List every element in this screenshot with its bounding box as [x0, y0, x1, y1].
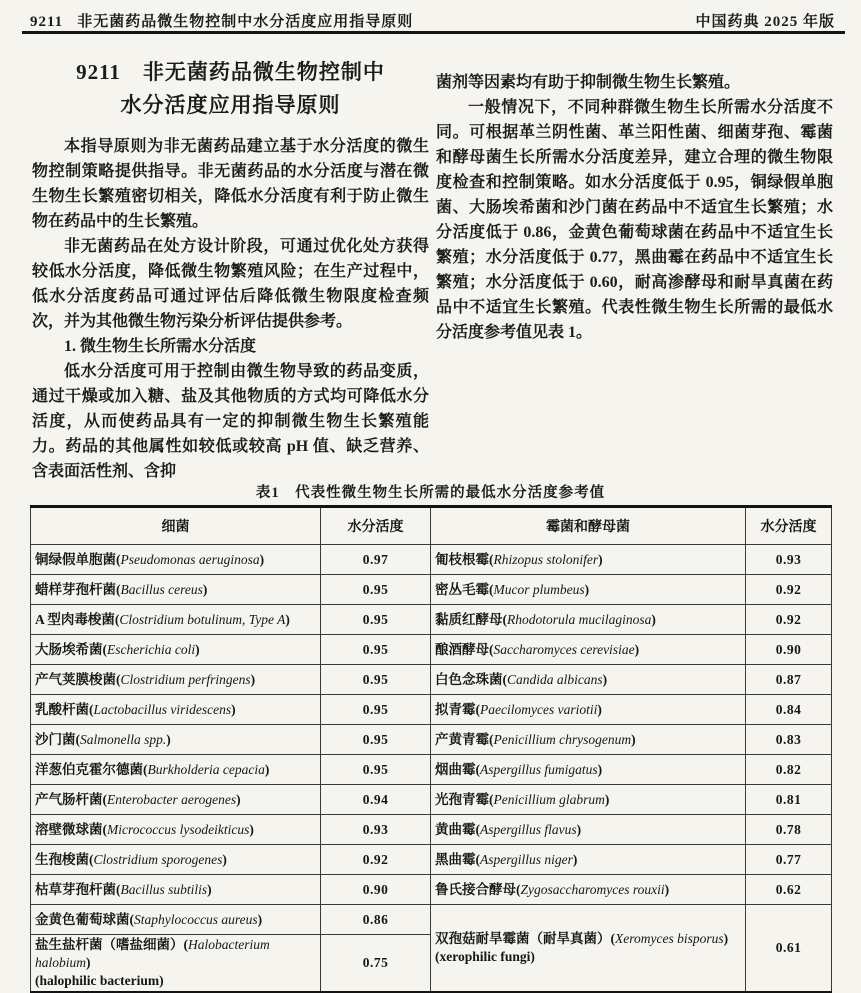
- organism-name-cell: 生孢梭菌(Clostridium sporogenes): [31, 845, 321, 875]
- organism-name-cell: 黑曲霉(Aspergillus niger): [431, 845, 746, 875]
- organism-name-cell: 黄曲霉(Aspergillus flavus): [431, 815, 746, 845]
- organism-name-cell: 白色念珠菌(Candida albicans): [431, 665, 746, 695]
- running-head: [30, 10, 835, 31]
- water-activity-value-cell: 0.95: [321, 575, 431, 605]
- running-head-title: 非无菌药品微生物控制中水分活度应用指导原则: [77, 14, 414, 30]
- table-row: [31, 695, 832, 725]
- organism-name-cell: 密丛毛霉(Mucor plumbeus): [431, 575, 746, 605]
- table-row: [31, 665, 832, 695]
- document-title-line1: 9211 非无菌药品微生物控制中: [76, 60, 385, 84]
- table-row: [31, 545, 832, 575]
- document-title-line2: 水分活度应用指导原则: [120, 93, 341, 117]
- organism-name-cell: 乳酸杆菌(Lactobacillus viridescens): [31, 695, 321, 725]
- organism-name-cell: 溶壁微球菌(Micrococcus lysodeikticus): [31, 815, 321, 845]
- water-activity-value-cell: 0.75: [321, 935, 431, 993]
- organism-name-cell: 黏质红酵母(Rhodotorula mucilaginosa): [431, 605, 746, 635]
- water-activity-value-cell: 0.90: [746, 635, 832, 665]
- water-activity-value-cell: 0.95: [321, 605, 431, 635]
- table-row: [31, 605, 832, 635]
- document-title: [32, 56, 429, 122]
- right-column: [436, 70, 833, 345]
- water-activity-value-cell: 0.95: [321, 635, 431, 665]
- water-activity-value-cell: 0.92: [746, 575, 832, 605]
- organism-name-cell: 洋葱伯克霍尔德菌(Burkholderia cepacia): [31, 755, 321, 785]
- header-rule: [22, 31, 845, 34]
- water-activity-table-wrap: [30, 505, 831, 993]
- header-water-activity-1: 水分活度: [321, 507, 431, 545]
- running-head-left: [30, 10, 413, 31]
- water-activity-value-cell: 0.83: [746, 725, 832, 755]
- organism-name-cell: 烟曲霉(Aspergillus fumigatus): [431, 755, 746, 785]
- organism-name-cell: 大肠埃希菌(Escherichia coli): [31, 635, 321, 665]
- table-row: [31, 905, 832, 935]
- header-bacteria: 细菌: [31, 507, 321, 545]
- water-activity-value-cell: 0.78: [746, 815, 832, 845]
- organism-name-cell: 匍枝根霉(Rhizopus stolonifer): [431, 545, 746, 575]
- organism-name-cell: 蜡样芽孢杆菌(Bacillus cereus): [31, 575, 321, 605]
- organism-name-cell: 铜绿假单胞菌(Pseudomonas aeruginosa): [31, 545, 321, 575]
- paragraph-1: 本指导原则为非无菌药品建立基于水分活度的微生物控制策略提供指导。非无菌药品的水分活度与潜在微生物生长繁殖密切相关，降低水分活度有利于防止微生物在药品中的生长繁殖。: [32, 138, 429, 230]
- organism-name-cell: 产气荚膜梭菌(Clostridium perfringens): [31, 665, 321, 695]
- table-row: [31, 635, 832, 665]
- water-activity-value-cell: 0.97: [321, 545, 431, 575]
- organism-name-cell: 拟青霉(Paecilomyces variotii): [431, 695, 746, 725]
- header-water-activity-2: 水分活度: [746, 507, 832, 545]
- water-activity-value-cell: 0.93: [746, 545, 832, 575]
- organism-name-cell: 产黄青霉(Penicillium chrysogenum): [431, 725, 746, 755]
- water-activity-value-cell: 0.92: [321, 845, 431, 875]
- paragraph-3-continuation: 菌剂等因素均有助于抑制微生物生长繁殖。: [436, 74, 741, 91]
- organism-name-cell: 酿酒酵母(Saccharomyces cerevisiae): [431, 635, 746, 665]
- organism-name-cell: A 型肉毒梭菌(Clostridium botulinum, Type A): [31, 605, 321, 635]
- section-1-heading: 1. 微生物生长所需水分活度: [64, 338, 257, 355]
- water-activity-value-cell: 0.90: [321, 875, 431, 905]
- water-activity-value-cell: 0.81: [746, 785, 832, 815]
- header-fungi: 霉菌和酵母菌: [431, 507, 746, 545]
- paragraph-2: 非无菌药品在处方设计阶段，可通过优化处方获得较低水分活度，降低微生物繁殖风险；在生产过程中，低水分活度药品可通过评估后降低微生物限度检查频次，并为其他微生物污染分析评估提供参考。: [32, 238, 429, 330]
- organism-name-cell: 金黄色葡萄球菌(Staphylococcus aureus): [31, 905, 321, 935]
- organism-name-cell: 双孢菇耐旱霉菌（耐旱真菌）(Xeromyces bisporus) (xerophilic fungi): [431, 905, 746, 993]
- water-activity-value-cell: 0.84: [746, 695, 832, 725]
- water-activity-value-cell: 0.93: [321, 815, 431, 845]
- table-row: [31, 785, 832, 815]
- water-activity-table: [30, 505, 832, 993]
- water-activity-value-cell: 0.95: [321, 755, 431, 785]
- table-caption: 表1 代表性微生物生长所需的最低水分活度参考值: [255, 485, 606, 501]
- paragraph-3-left: 低水分活度可用于控制由微生物导致的药品变质，通过干燥或加入糖、盐及其他物质的方式均可降低水分活度，从而使药品具有一定的抑制微生物生长繁殖能力。药品的其他属性如较低或较高 pH 值、缺乏营养、含表面活性剂、含抑: [32, 363, 429, 480]
- water-activity-value-cell: 0.82: [746, 755, 832, 785]
- organism-name-cell: 光孢青霉(Penicillium glabrum): [431, 785, 746, 815]
- table-row: [31, 575, 832, 605]
- left-column: [32, 48, 429, 484]
- water-activity-value-cell: 0.86: [321, 905, 431, 935]
- water-activity-value-cell: 0.77: [746, 845, 832, 875]
- water-activity-value-cell: 0.87: [746, 665, 832, 695]
- organism-name-cell: 枯草芽孢杆菌(Bacillus subtilis): [31, 875, 321, 905]
- table-row: [31, 755, 832, 785]
- water-activity-value-cell: 0.95: [321, 665, 431, 695]
- table-row: [31, 845, 832, 875]
- organism-name-cell: 鲁氏接合酵母(Zygosaccharomyces rouxii): [431, 875, 746, 905]
- water-activity-value-cell: 0.94: [321, 785, 431, 815]
- water-activity-value-cell: 0.61: [746, 905, 832, 993]
- table-row: [31, 815, 832, 845]
- running-head-right: 中国药典 2025 年版: [695, 14, 835, 30]
- organism-name-cell: 产气肠杆菌(Enterobacter aerogenes): [31, 785, 321, 815]
- chapter-number: 9211: [30, 14, 64, 30]
- water-activity-value-cell: 0.95: [321, 725, 431, 755]
- water-activity-value-cell: 0.92: [746, 605, 832, 635]
- water-activity-value-cell: 0.62: [746, 875, 832, 905]
- organism-name-cell: 盐生盐杆菌（嗜盐细菌）(Halobacterium halobium) (halophilic bacterium): [31, 935, 321, 993]
- water-activity-value-cell: 0.95: [321, 695, 431, 725]
- table-row: [31, 725, 832, 755]
- aw-table-body: [31, 545, 832, 993]
- table-row: [31, 875, 832, 905]
- table-header-row: [31, 507, 832, 545]
- paragraph-4: 一般情况下，不同种群微生物生长所需水分活度不同。可根据革兰阴性菌、革兰阳性菌、细菌芽孢、霉菌和酵母菌生长所需水分活度差异，建立合理的微生物限度检查和控制策略。如水分活度低于 0.95，铜绿假单胞菌、大肠埃希菌和沙门菌在药品中不适宜生长繁殖；水分活度低于 0.86，金黄色葡萄球菌在药品中不适宜生长繁殖；水分活度低于 0.77，黑曲霉在药品中不适宜生长繁殖；水分活度低于 0.60，耐高渗酵母和耐旱真菌在药品中不适宜生长繁殖。代表性微生物生长所需的最低水分活度参考值见表 1。: [436, 99, 833, 341]
- organism-name-cell: 沙门菌(Salmonella spp.): [31, 725, 321, 755]
